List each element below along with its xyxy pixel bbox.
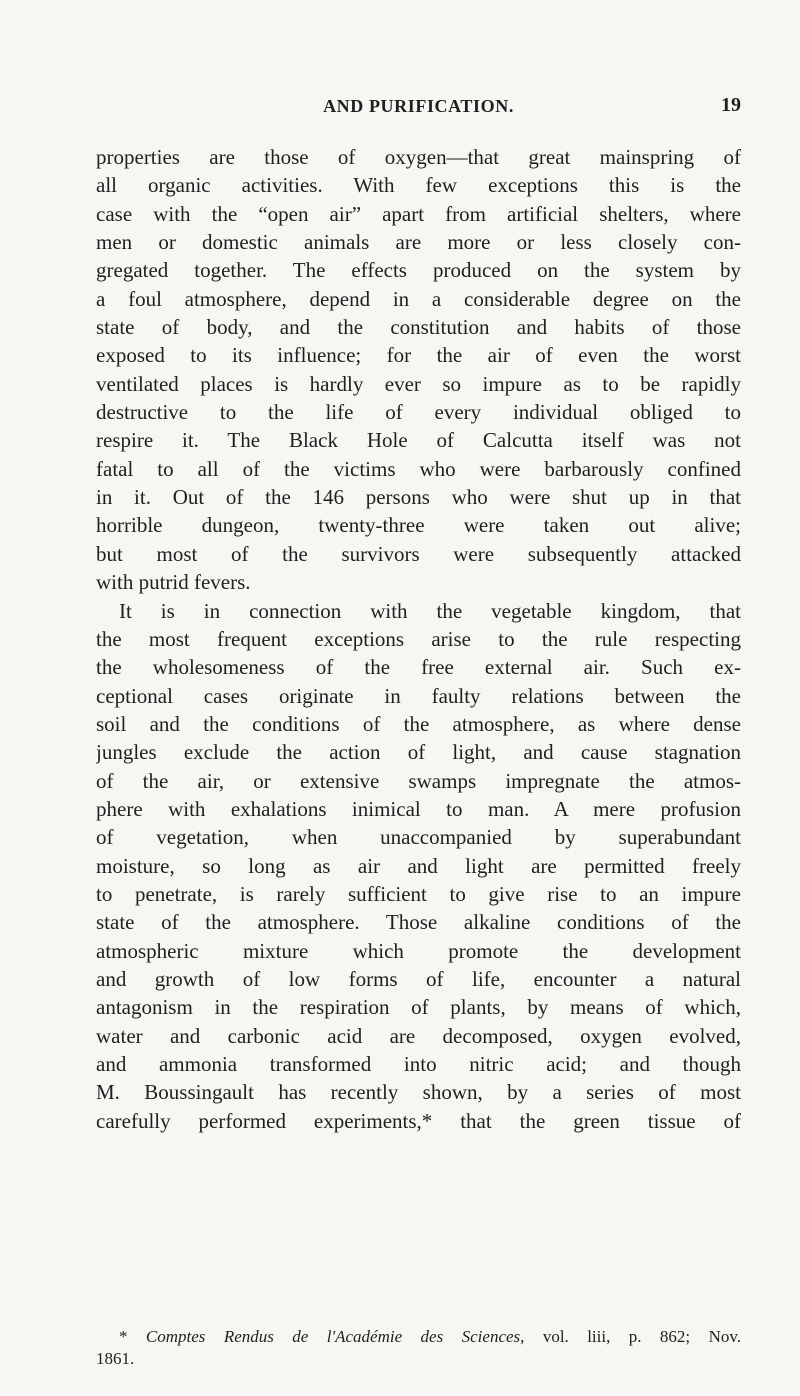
- footnote-line: [96, 1326, 741, 1348]
- text-line: gregated together. The effects produced on the system by: [96, 258, 741, 283]
- footnote-marker: *: [119, 1327, 146, 1346]
- text-line: men or domestic animals are more or less closely con-: [96, 230, 741, 255]
- text-line: ceptional cases originate in faulty relations between the: [96, 683, 741, 708]
- text-line: state of body, and the constitution and habits of those: [96, 315, 741, 340]
- text-line: state of the atmosphere. Those alkaline conditions of the: [96, 910, 741, 935]
- running-title: AND PURIFICATION.: [323, 96, 514, 116]
- text-line: properties are those of oxygen—that great mainspring of: [96, 145, 741, 169]
- text-line: case with the “open air” apart from artificial shelters, where: [96, 201, 741, 226]
- text-line-paragraph-start: It is in connection with the vegetable kingdom, that: [119, 598, 741, 623]
- text-line: of the air, or extensive swamps impregnate the atmos-: [96, 768, 741, 793]
- text-line: soil and the conditions of the atmosphere, as where dense: [96, 711, 741, 736]
- text-line: but most of the survivors were subsequently attacked: [96, 541, 741, 566]
- footnote-citation: vol. liii, p. 862; Nov.: [524, 1327, 741, 1346]
- text-line: of vegetation, when unaccompanied by superabundant: [96, 825, 741, 850]
- text-line: horrible dungeon, twenty-three were taken out alive;: [96, 513, 741, 538]
- text-line: destructive to the life of every individual obliged to: [96, 400, 741, 425]
- text-line: jungles exclude the action of light, and cause stagnation: [96, 740, 741, 765]
- running-head: [96, 92, 741, 122]
- text-line: atmospheric mixture which promote the development: [96, 938, 741, 963]
- text-line: moisture, so long as air and light are permitted freely: [96, 853, 741, 878]
- text-line: to penetrate, is rarely sufficient to give rise to an impure: [96, 881, 741, 906]
- text-line: carefully performed experiments,* that the green tissue of: [96, 1108, 741, 1133]
- text-line: the most frequent exceptions arise to the rule respecting: [96, 626, 741, 651]
- footnote-journal: Comptes Rendus de l'Académie des Sciences,: [145, 1327, 525, 1346]
- text-line: all organic activities. With few exceptions this is the: [96, 173, 741, 198]
- text-line: ventilated places is hardly ever so impure as to be rapidly: [96, 371, 741, 396]
- footnote: [96, 1326, 741, 1370]
- footnote-year: 1861.: [96, 1349, 135, 1368]
- text-line: fatal to all of the victims who were barbarously confined: [96, 456, 741, 481]
- text-line: respire it. The Black Hole of Calcutta itself was not: [96, 428, 741, 453]
- page-number: 19: [721, 94, 741, 116]
- text-line-paragraph-end: with putrid fevers.: [96, 570, 251, 595]
- text-line: and growth of low forms of life, encounter a natural: [96, 966, 741, 991]
- text-line: the wholesomeness of the free external air. Such ex-: [96, 655, 741, 680]
- text-line: M. Boussingault has recently shown, by a series of most: [96, 1080, 741, 1105]
- text-line: water and carbonic acid are decomposed, oxygen evolved,: [96, 1023, 741, 1048]
- text-line: exposed to its influence; for the air of even the worst: [96, 343, 741, 368]
- text-line: in it. Out of the 146 persons who were shut up in that: [96, 485, 741, 510]
- text-line: phere with exhalations inimical to man. A mere profusion: [96, 796, 741, 821]
- text-line: antagonism in the respiration of plants, by means of which,: [96, 995, 741, 1020]
- text-line: a foul atmosphere, depend in a considerable degree on the: [96, 286, 741, 311]
- body-text: [96, 143, 741, 1135]
- text-line: and ammonia transformed into nitric acid; and though: [96, 1052, 741, 1076]
